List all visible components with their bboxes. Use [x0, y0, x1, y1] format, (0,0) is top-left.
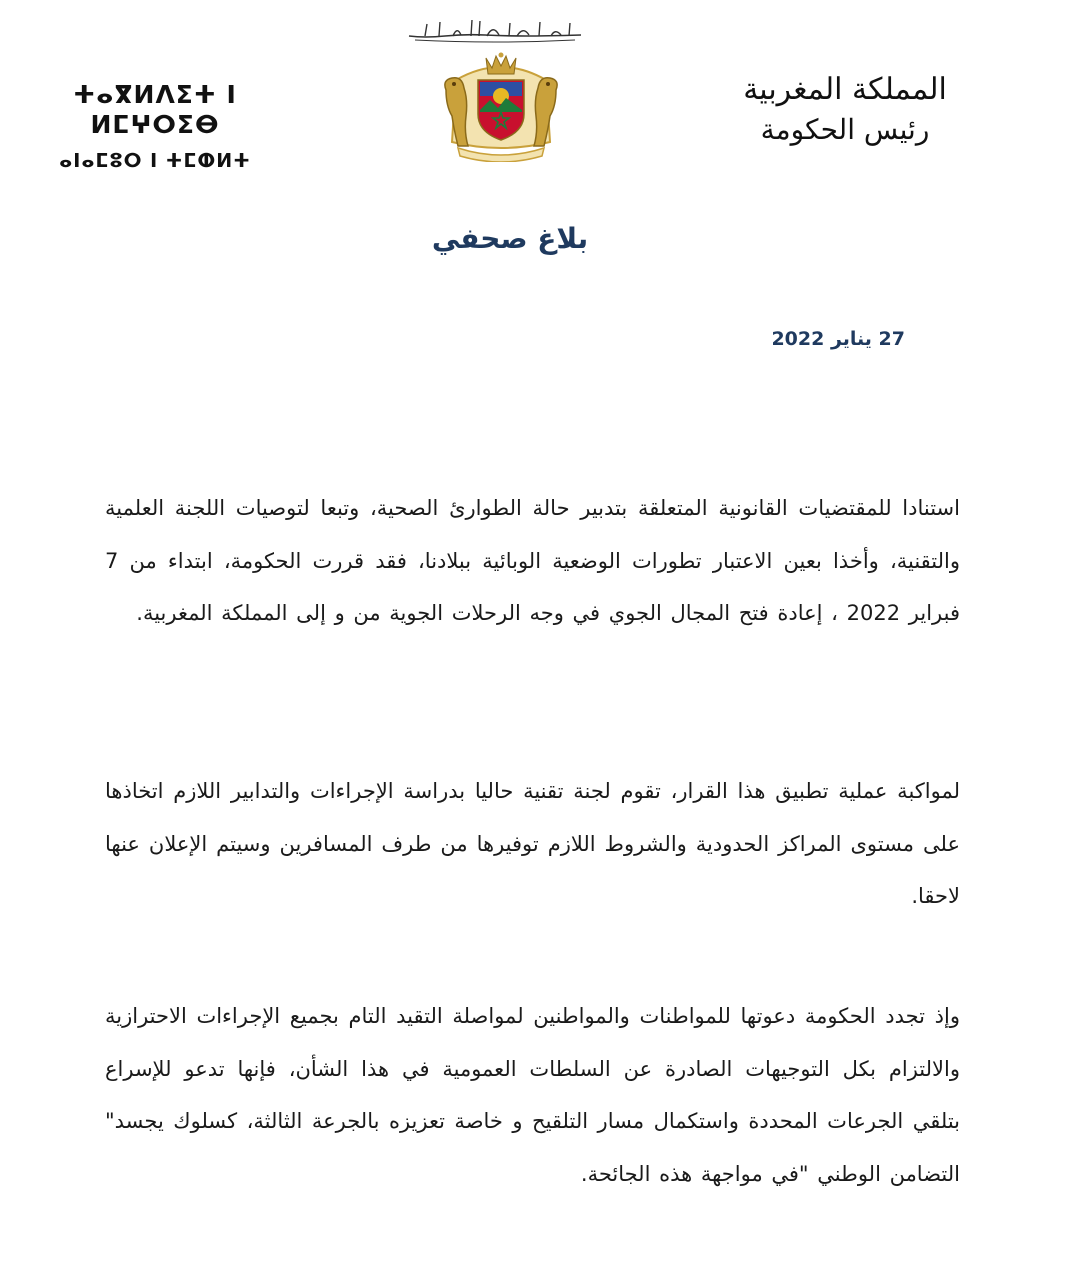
tifinagh-line-2: ⴰⵏⴰⵎⵓⵔ ⵏ ⵜⵎⵀⵍⵜ	[59, 150, 251, 172]
body-paragraph: استنادا للمقتضيات القانونية المتعلقة بتدبير حالة الطوارئ الصحية، وتبعا لتوصيات اللجنة العلمية والتقنية، وأخذا بعين الاعتبار تطورات الوضعية الوبائية ببلادنا، فقد قررت الحكومة، ابتداء من 7 فبراير 2022 ، إعادة فتح المجال الجوي في وجه الرحلات الجوية من و إلى المملكة المغربية.	[105, 496, 960, 625]
body-paragraph: لمواكبة عملية تطبيق هذا القرار، تقوم لجنة تقنية حاليا بدراسة الإجراءات والتدابير اللازم اتخاذها على مستوى المراكز الحدودية والشروط اللازم توفيرها من طرف المسافرين وسيتم الإعلان عنها لاحقا.	[105, 779, 960, 908]
basmala-calligraphy-icon	[405, 14, 585, 44]
document-title: بلاغ صحفي	[431, 222, 589, 255]
moroccan-coat-of-arms	[438, 50, 564, 162]
moroccan-coat-of-arms-icon	[438, 50, 564, 162]
basmala-calligraphy	[405, 14, 585, 44]
document-date: 27 يناير 2022	[771, 328, 905, 350]
arabic-header-line-1: المملكة المغربية	[743, 72, 947, 107]
body-paragraph: وإذ تجدد الحكومة دعوتها للمواطنات والمواطنين لمواصلة التقيد التام بجميع الإجراءات الاحترازية والالتزام بكل التوجيهات الصادرة عن السلطات العمومية في هذا الشأن، فإنها تدعو للإسراع بتلقي الجرعات المحددة واستكمال مسار التلقيح و خاصة تعزيزه بالجرعة الثالثة، كسلوك يجسد" التضامن الوطني "في مواجهة هذه الجائحة.	[105, 1004, 960, 1186]
tifinagh-header	[40, 80, 270, 176]
arabic-header-line-2: رئيس الحكومة	[760, 113, 930, 146]
tifinagh-line-1: ⵜⴰⴳⵍⴷⵉⵜ ⵏ ⵍⵎⵖⵔⵉⴱ	[73, 80, 237, 139]
arabic-header	[730, 70, 960, 150]
